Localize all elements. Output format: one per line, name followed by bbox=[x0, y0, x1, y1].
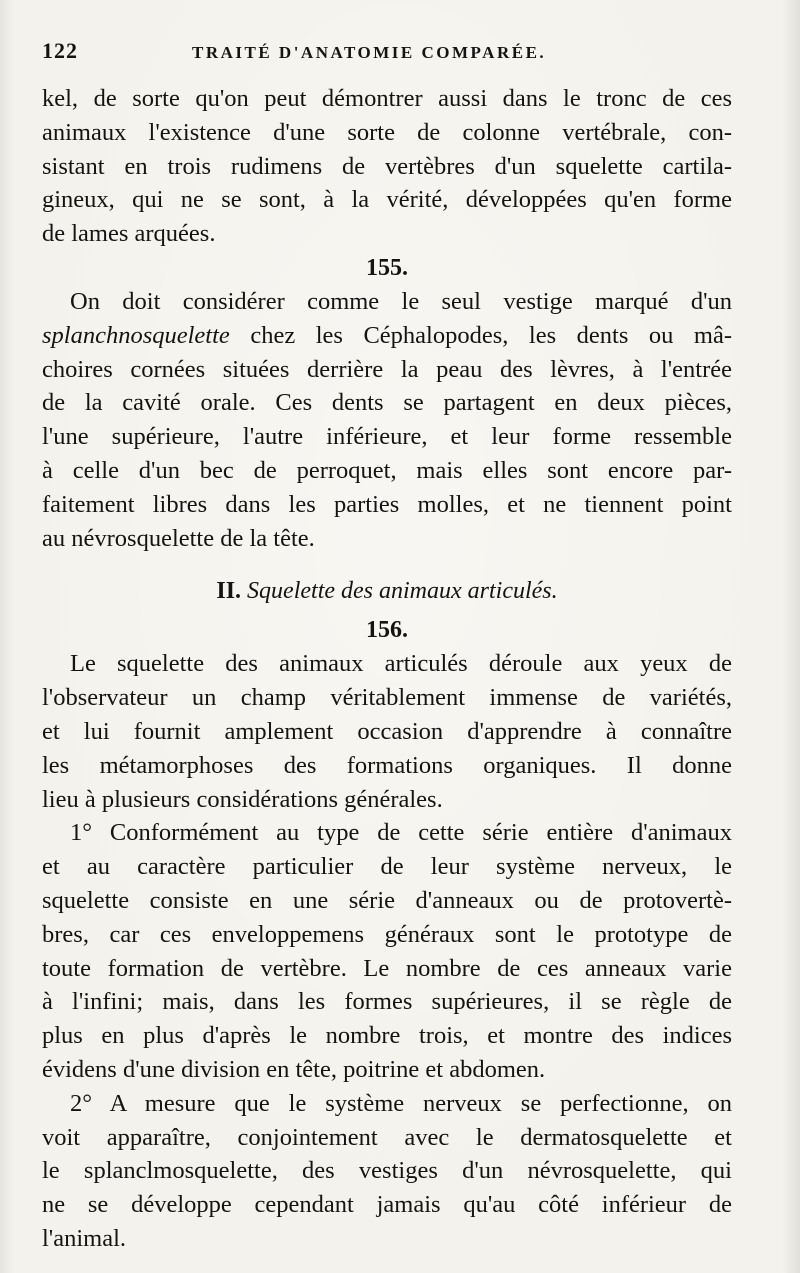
text-line: à celle d'un bec de perroquet, mais elles sont encore par- bbox=[42, 456, 732, 484]
text-line: de lames arquées. bbox=[42, 220, 216, 248]
page-body bbox=[42, 82, 732, 1256]
text-line: bres, car ces enveloppemens généraux sont le prototype de bbox=[42, 920, 732, 948]
text-line: à l'infini; mais, dans les formes supérieures, il se règle de bbox=[42, 988, 732, 1016]
section-heading bbox=[42, 569, 732, 613]
running-title: TRAITÉ D'ANATOMIE COMPARÉE. bbox=[192, 43, 547, 62]
paragraph-156-2 bbox=[42, 816, 732, 1086]
text-line: le splanclmosquelette, des vestiges d'un névrosquelette, qui bbox=[42, 1157, 732, 1185]
text-line: l'une supérieure, l'autre inférieure, et leur forme ressemble bbox=[42, 423, 732, 451]
text-line: l'observateur un champ véritablement immense de variétés, bbox=[42, 684, 732, 712]
text-line: et au caractère particulier de leur système nerveux, le bbox=[42, 853, 732, 881]
text-line: voit apparaître, conjointement avec le dermatosquelette et bbox=[42, 1123, 732, 1151]
text-line: plus en plus d'après le nombre trois, et montre des indices bbox=[42, 1022, 732, 1050]
paragraph-156-3 bbox=[42, 1087, 732, 1256]
text-line: évidens d'une division en tête, poitrine et abdomen. bbox=[42, 1055, 546, 1083]
text-line: animaux l'existence d'une sorte de colonne vertébrale, con- bbox=[42, 118, 732, 146]
text-run: chez les Céphalopodes, les dents ou mâ- bbox=[229, 321, 732, 349]
text-line: et lui fournit amplement occasion d'apprendre à connaître bbox=[42, 717, 732, 745]
text-line: kel, de sorte qu'on peut démontrer aussi dans le tronc de ces bbox=[42, 85, 732, 112]
page-header bbox=[42, 38, 732, 82]
paragraph-156-1 bbox=[42, 647, 732, 816]
text-line: Le squelette des animaux articulés déroule aux yeux de bbox=[70, 650, 732, 678]
text-line: faitement libres dans les parties molles, et ne tiennent point bbox=[42, 490, 732, 518]
text-line: gineux, qui ne se sont, à la vérité, développées qu'en forme bbox=[42, 186, 732, 214]
paragraph-155 bbox=[42, 285, 732, 555]
text-line: toute formation de vertèbre. Le nombre de ces anneaux varie bbox=[42, 954, 732, 982]
text-line: au névrosquelette de la tête. bbox=[42, 524, 315, 552]
text-line: choires cornées situées derrière la peau des lèvres, à l'entrée bbox=[42, 355, 732, 383]
text-line: squelette consiste en une série d'anneaux ou de protovertè- bbox=[42, 886, 732, 914]
section-number-156: 156. bbox=[366, 617, 408, 644]
section-heading-title: Squelette des animaux articulés. bbox=[247, 578, 558, 605]
text-line: sistant en trois rudimens de vertèbres d'un squelette cartila- bbox=[42, 152, 732, 180]
text-line: lieu à plusieurs considérations générales. bbox=[42, 785, 443, 813]
paragraph-continued bbox=[42, 82, 732, 251]
text-line: de la cavité orale. Ces dents se partagent en deux pièces, bbox=[42, 389, 732, 417]
text-line: On doit considérer comme le seul vestige marqué d'un bbox=[70, 287, 732, 315]
text-line: l'animal. bbox=[42, 1224, 127, 1252]
page-number: 122 bbox=[42, 38, 78, 63]
italic-term: splanchnosquelette bbox=[42, 321, 230, 349]
text-line: ne se développe cependant jamais qu'au côté inférieur de bbox=[42, 1191, 732, 1219]
text-line: 1° Conformément au type de cette série entière d'animaux bbox=[70, 819, 732, 847]
text-line: les métamorphoses des formations organiques. Il donne bbox=[42, 751, 732, 779]
text-line: 2° A mesure que le système nerveux se perfectionne, on bbox=[70, 1089, 732, 1117]
section-number-155: 155. bbox=[366, 254, 408, 281]
text-line-mixed bbox=[42, 319, 732, 353]
section-heading-numeral: II. bbox=[216, 578, 242, 605]
